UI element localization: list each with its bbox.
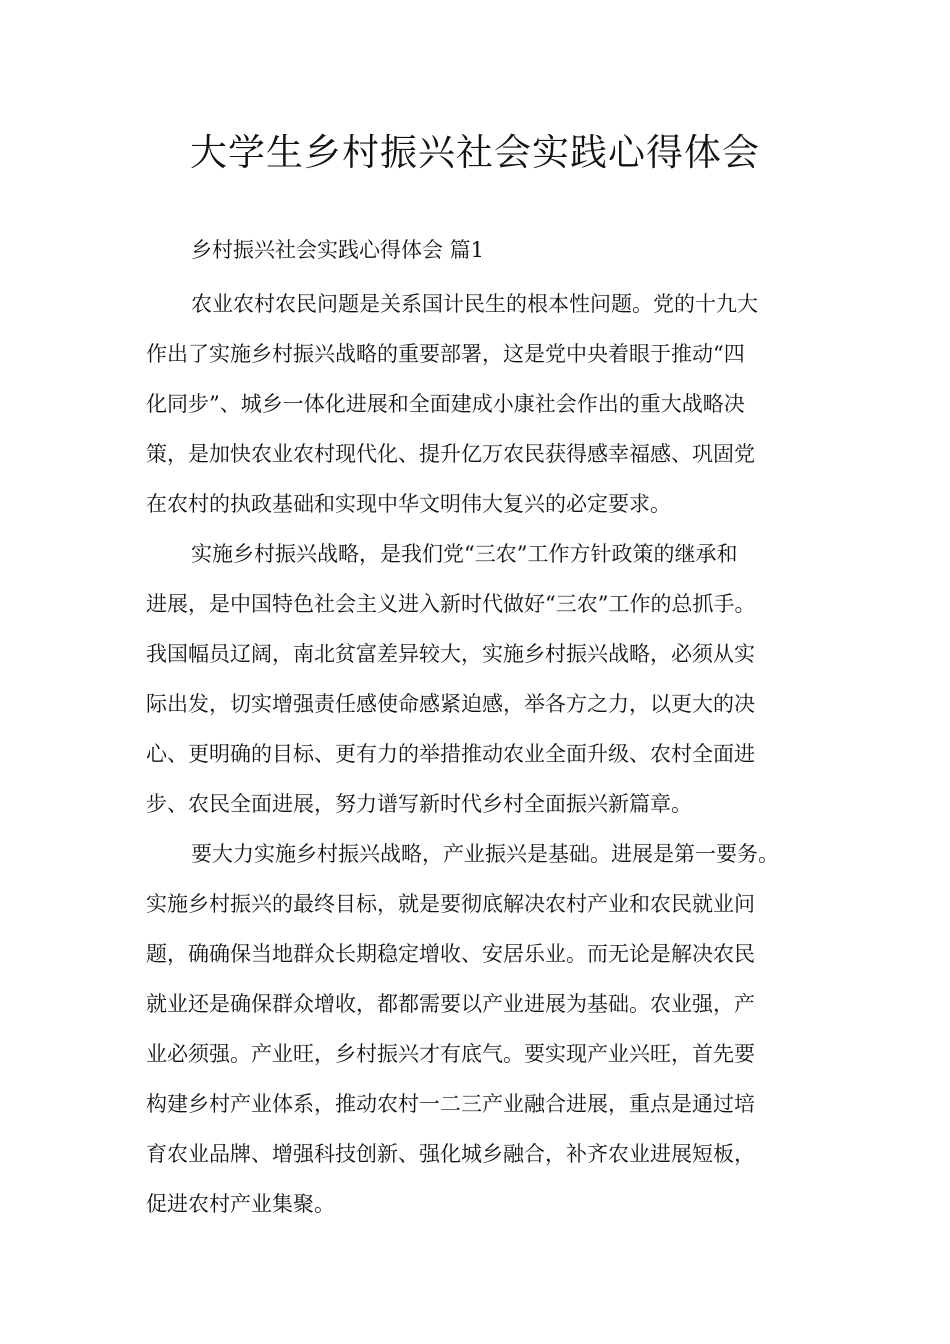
text-line: 进展，是中国特色社会主义进入新时代做好“三农”工作的总抓手。 [146,592,756,616]
text-line: 农业农村农民问题是关系国计民生的根本性问题。党的十九大 [191,292,758,316]
text-line: 要大力实施乡村振兴战略，产业振兴是基础。进展是第一要务。 [191,842,779,866]
text-line: 际出发，切实增强责任感使命感紧迫感，举各方之力，以更大的决 [146,692,755,716]
text-line: 作出了实施乡村振兴战略的重要部署，这是党中央着眼于推动“四 [146,342,745,366]
paragraph-1 [146,279,810,529]
section-heading: 乡村振兴社会实践心得体会 篇1 [191,238,485,262]
text-line: 构建乡村产业体系，推动农村一二三产业融合进展，重点是通过培 [146,1092,755,1116]
text-line: 心、更明确的目标、更有力的举措推动农业全面升级、农村全面进 [146,742,755,766]
text-line: 促进农村产业集聚。 [146,1192,335,1216]
text-line: 就业还是确保群众增收，都都需要以产业进展为基础。农业强，产 [146,992,755,1016]
paragraph-2 [146,529,810,829]
text-line: 实施乡村振兴的最终目标，就是要彻底解决农村产业和农民就业问 [146,892,755,916]
document-title: 大学生乡村振兴社会实践心得体会 [190,131,760,174]
text-line: 步、农民全面进展，努力谱写新时代乡村全面振兴新篇章。 [146,792,692,816]
text-line: 策，是加快农业农村现代化、提升亿万农民获得感幸福感、巩固党 [146,442,755,466]
paragraph-3 [146,829,810,1229]
text-line: 题，确确保当地群众长期稳定增收、安居乐业。而无论是解决农民 [146,942,755,966]
text-line: 化同步”、城乡一体化进展和全面建成小康社会作出的重大战略决 [146,392,745,416]
document-body [146,279,810,1229]
text-line: 育农业品牌、增强科技创新、强化城乡融合，补齐农业进展短板， [146,1142,755,1166]
text-line: 在农村的执政基础和实现中华文明伟大复兴的必定要求。 [146,492,671,516]
text-line: 实施乡村振兴战略，是我们党“三农”工作方针政策的继承和 [191,542,738,566]
text-line: 我国幅员辽阔，南北贫富差异较大，实施乡村振兴战略，必须从实 [146,642,755,666]
text-line: 业必须强。产业旺，乡村振兴才有底气。要实现产业兴旺，首先要 [146,1042,755,1066]
